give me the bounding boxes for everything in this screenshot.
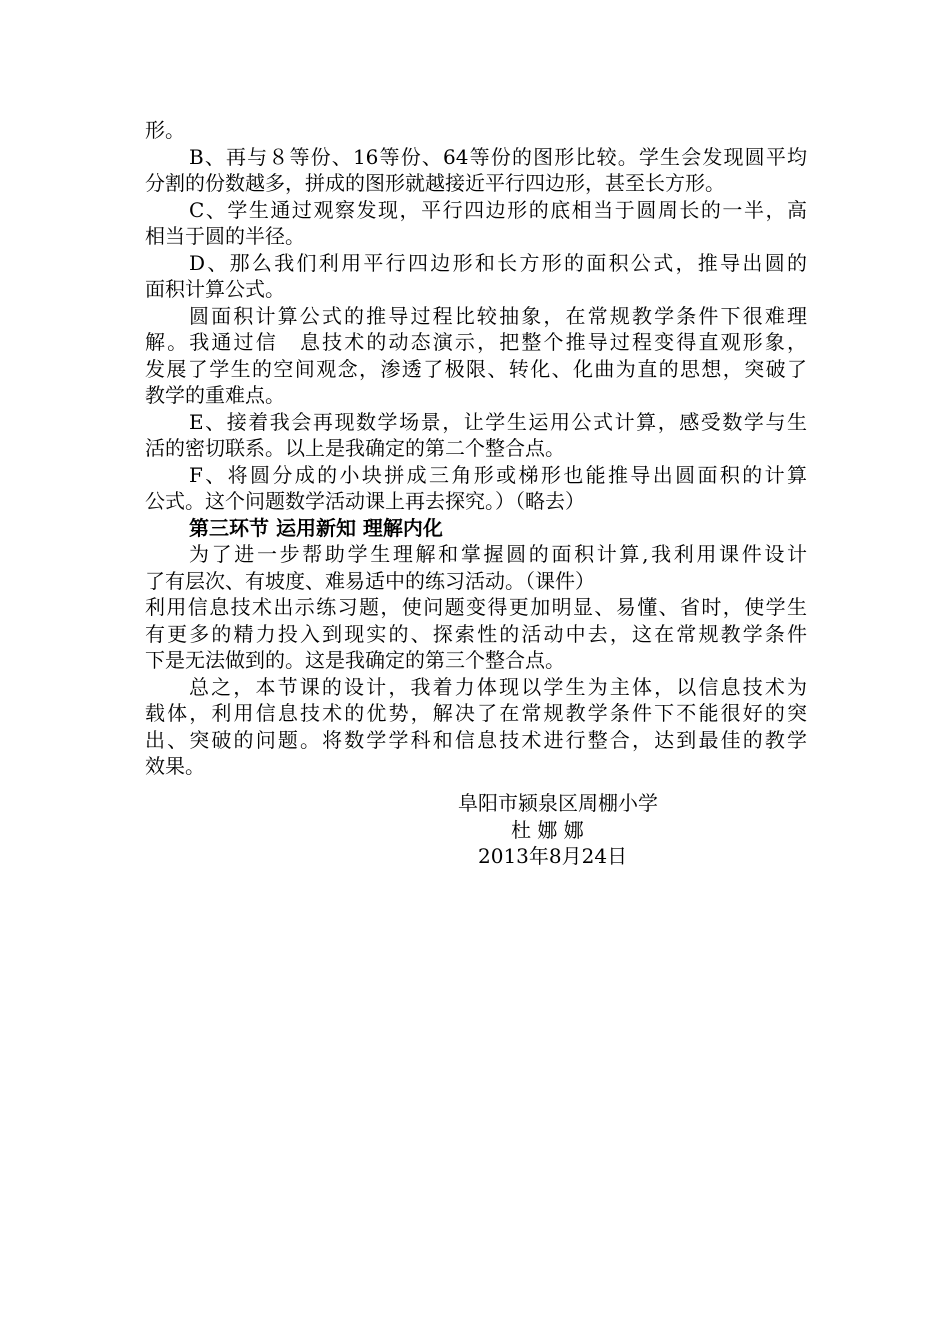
signature-school: 阜阳市颍泉区周棚小学 — [458, 791, 658, 815]
signature-block — [145, 790, 807, 870]
text-line: 圆面积计算公式的推导过程比较抽象，在常规教学条件下很难理 — [189, 303, 807, 328]
text-line: 载体，利用信息技术的优势，解决了在常规教学条件下不能很好的突 — [145, 701, 807, 725]
text-line: 活的密切联系。以上是我确定的第二个整合点。 — [145, 436, 565, 460]
text-line: 面积计算公式。 — [145, 277, 285, 301]
text-line: 有更多的精力投入到现实的、探索性的活动中去，这在常规教学条件 — [145, 621, 807, 646]
text-line: C、学生通过观察发现，平行四边形的底相当于圆周长的一半，高 — [189, 197, 807, 222]
document-body — [145, 117, 807, 780]
signature-date: 2013年8月24日 — [478, 844, 628, 868]
text-line: 教学的重难点。 — [145, 383, 285, 407]
text-line: 形。 — [145, 118, 185, 142]
text-line: 发展了学生的空间观念，渗透了极限、转化、化曲为直的思想，突破了 — [145, 356, 807, 381]
text-line: 分割的份数越多，拼成的图形就越接近平行四边形，甚至长方形。 — [145, 171, 725, 195]
text-line: F、将圆分成的小块拼成三角形或梯形也能推导出圆面积的计算 — [189, 462, 807, 487]
signature-name: 杜 娜 娜 — [511, 817, 584, 842]
text-line: 解。我通过信 息技术的动态演示，把整个推导过程变得直观形象， — [145, 330, 807, 354]
text-line: 出、突破的问题。将数学学科和信息技术进行整合，达到最佳的教学 — [145, 727, 807, 752]
text-line: 利用信息技术出示练习题，使问题变得更加明显、易懂、省时，使学生 — [145, 595, 807, 619]
text-line: E、接着我会再现数学场景，让学生运用公式计算，感受数学与生 — [189, 409, 807, 434]
text-line: D、那么我们利用平行四边形和长方形的面积公式，推导出圆的 — [189, 250, 807, 275]
section-heading: 第三环节 运用新知 理解内化 — [189, 515, 443, 540]
text-line: 了有层次、有坡度、难易适中的练习活动。（课件） — [145, 568, 595, 593]
text-line: 相当于圆的半径。 — [145, 224, 305, 248]
text-line: 公式。这个问题数学活动课上再去探究。）（略去） — [145, 489, 585, 513]
text-line: 效果。 — [145, 754, 205, 778]
text-line: 总之，本节课的设计，我着力体现以学生为主体，以信息技术为 — [189, 674, 807, 699]
text-line: B、再与８等份、16等份、64等份的图形比较。学生会发现圆平均 — [189, 144, 807, 169]
text-line: 为了进一步帮助学生理解和掌握圆的面积计算,我利用课件设计 — [189, 542, 807, 566]
text-line: 下是无法做到的。这是我确定的第三个整合点。 — [145, 648, 565, 672]
